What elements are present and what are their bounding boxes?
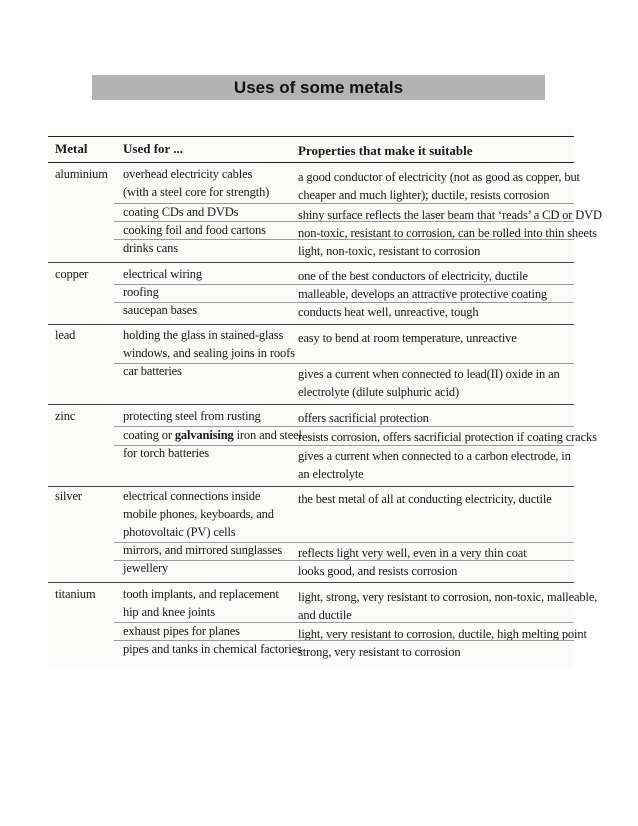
row-divider [114,363,574,364]
row-divider [114,239,574,240]
use-line: coating CDs and DVDs [123,205,239,219]
use-text: coating or [123,428,175,442]
use-line: mobile phones, keyboards, and [123,507,274,521]
use-line: pipes and tanks in chemical factories [123,642,302,656]
use-line: exhaust pipes for planes [123,624,240,638]
use-line: photovoltaic (PV) cells [123,525,236,539]
use-text: iron and steel [233,428,302,442]
use-line: windows, and sealing joins in roofs [123,346,295,360]
group-divider [48,262,574,263]
use-line: tooth implants, and replacement [123,587,279,601]
use-line: jewellery [123,561,169,575]
metal-name: titanium [55,587,96,601]
property-line: gives a current when connected to a carbon electrode, in [298,449,571,463]
property-line: light, strong, very resistant to corrosion, non-toxic, malleable, [298,590,598,604]
property-line: strong, very resistant to corrosion [298,645,461,659]
page-title: Uses of some metals [233,77,404,97]
metal-name: lead [55,328,76,342]
property-line: gives a current when connected to lead(II) oxide in an [298,367,560,381]
property-line: light, non-toxic, resistant to corrosion [298,244,481,258]
use-line: saucepan bases [123,303,197,317]
use-line: roofing [123,285,159,299]
property-line: reflects light very well, even in a very thin coat [298,546,527,560]
property-line: offers sacrificial protection [298,411,429,425]
table-top-rule [48,136,574,137]
property-line: looks good, and resists corrosion [298,564,458,578]
property-line: the best metal of all at conducting electricity, ductile [298,492,552,506]
property-line: light, very resistant to corrosion, ductile, high melting point [298,627,587,641]
metal-name: silver [55,489,82,503]
property-line: easy to bend at room temperature, unreactive [298,331,517,345]
title-banner [92,75,545,100]
property-line: and ductile [298,608,352,622]
group-divider [48,582,574,583]
use-line: electrical wiring [123,267,203,281]
use-line: car batteries [123,364,182,378]
property-line: resists corrosion, offers sacrificial protection if coating cracks [298,430,597,444]
metal-name: copper [55,267,89,281]
row-divider [114,560,574,561]
property-line: a good conductor of electricity (not as good as copper, but [298,170,580,184]
use-line: electrical connections inside [123,489,261,503]
property-line: shiny surface reflects the laser beam that ‘reads’ a CD or DVD [298,208,602,222]
group-divider [48,404,574,405]
group-divider [48,324,574,325]
galvanising-term: galvanising [174,428,234,442]
use-line: overhead electricity cables [123,167,253,181]
use-line: mirrors, and mirrored sunglasses [123,543,283,557]
property-line: malleable, develops an attractive protective coating [298,287,548,301]
use-line: protecting steel from rusting [123,409,261,423]
metals-table [48,128,602,668]
property-line: conducts heat well, unreactive, tough [298,305,479,319]
property-line: an electrolyte [298,467,364,481]
use-line: (with a steel core for strength) [123,185,270,199]
property-line: one of the best conductors of electricity, ductile [298,269,528,283]
use-line: drinks cans [123,241,178,255]
header-used-for: Used for ... [123,141,184,156]
use-line: hip and knee joints [123,605,215,619]
use-line: cooking foil and food cartons [123,223,266,237]
header-metal: Metal [55,141,88,156]
property-line: non-toxic, resistant to corrosion, can be rolled into thin sheets [298,226,597,240]
property-line: electrolyte (dilute sulphuric acid) [298,385,460,399]
use-line: holding the glass in stained-glass [123,328,284,342]
metal-name: aluminium [55,167,108,181]
header-bottom-rule [48,162,574,163]
header-properties: Properties that make it suitable [298,143,473,158]
use-line: for torch batteries [123,446,209,460]
metal-name: zinc [55,409,76,423]
use-line [123,426,302,444]
property-line: cheaper and much lighter); ductile, resists corrosion [298,188,550,202]
